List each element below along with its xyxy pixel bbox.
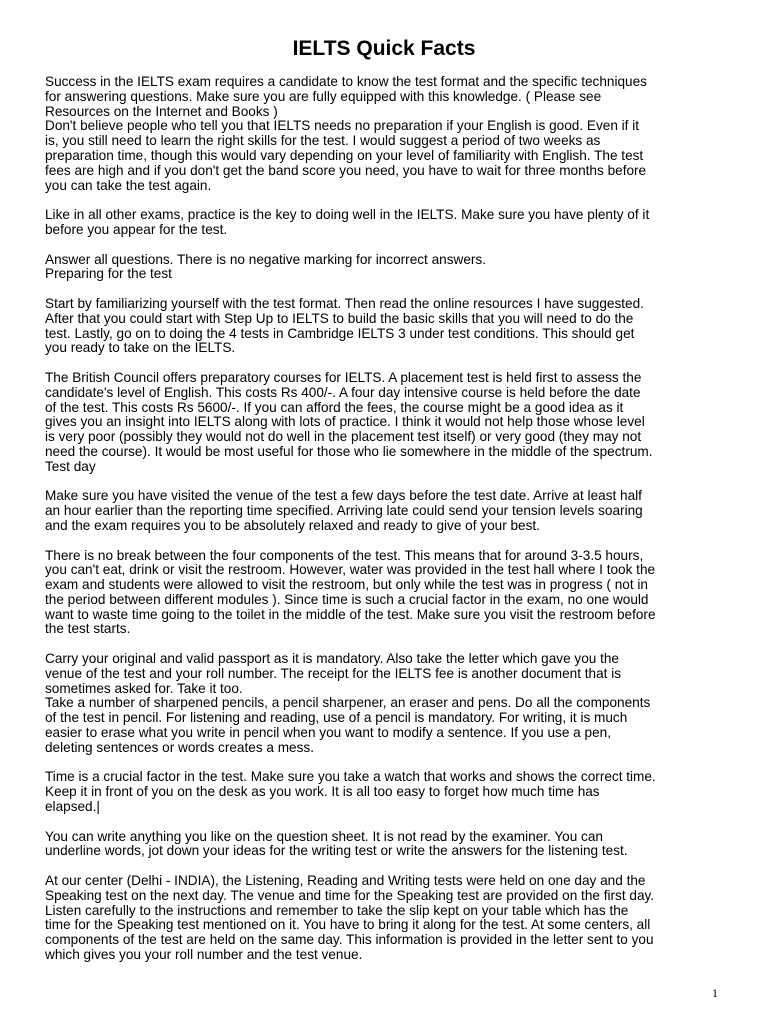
text-line: the test starts. — [45, 621, 131, 637]
text-line: Start by familiarizing yourself with the test format. Then read the online resources I have suggested. — [45, 295, 644, 311]
text-line: which gives you your roll number and the test venue. — [45, 947, 363, 963]
text-line: Carry your original and valid passport as it is mandatory. Also take the letter which gave you the — [45, 651, 619, 667]
paragraph — [45, 371, 725, 475]
text-line: for answering questions. Make sure you are fully equipped with this knowledge. ( Please see — [45, 88, 602, 104]
text-line: Success in the IELTS exam requires a candidate to know the test format and the specific techniques — [45, 74, 647, 89]
text-line: Time is a crucial factor in the test. Make sure you take a watch that works and shows the correct time. — [45, 769, 656, 785]
text-line: deleting sentences or words creates a mess. — [45, 739, 314, 755]
text-line: you ready to take on the IELTS. — [45, 340, 236, 356]
text-line: components of the test are held on the same day. This information is provided in the letter sent to you — [45, 932, 654, 948]
text-line: Preparing for the test — [45, 266, 172, 282]
paragraph — [45, 489, 725, 533]
text-line: candidate's level of English. This costs Rs 400/-. A four day intensive course is held before the date — [45, 384, 641, 400]
text-line: Like in all other exams, practice is the key to doing well in the IELTS. Make sure you have plenty of it — [45, 207, 650, 223]
text-line: test. Lastly, go on to doing the 4 tests in Cambridge IELTS 3 under test conditions. This should get — [45, 325, 635, 341]
paragraph — [45, 253, 725, 283]
text-line: need the course). It would be most useful for those who lie somewhere in the middle of the spectrum. — [45, 443, 653, 459]
text-line: and the exam requires you to be absolutely relaxed and ready to give of your best. — [45, 517, 540, 533]
paragraph — [45, 874, 725, 963]
text-line: The British Council offers preparatory courses for IELTS. A placement test is held first to assess the — [45, 369, 642, 385]
text-line: There is no break between the four components of the test. This means that for around 3-3.5 hours, — [45, 547, 644, 563]
text-line: Resources on the Internet and Books ) — [45, 103, 278, 119]
paragraph — [45, 652, 725, 756]
text-line: easier to erase what you write in pencil when you want to modify a sentence. If you use a pen, — [45, 725, 611, 741]
text-line: preparation time, though this would vary depending on your level of familiarity with English. The test — [45, 147, 644, 163]
text-line: Answer all questions. There is no negative marking for incorrect answers. — [45, 251, 486, 267]
text-line: Keep it in front of you on the desk as you work. It is all too easy to forget how much time has — [45, 784, 600, 800]
text-line: gives you an insight into IELTS along with lots of practice. I think it would not help those whose level — [45, 414, 645, 430]
paragraph — [45, 549, 725, 638]
text-line: is, you still need to learn the right skills for the test. I would suggest a period of two weeks as — [45, 133, 601, 149]
text-line: of the test in pencil. For listening and reading, use of a pencil is mandatory. For writing, it is much — [45, 710, 628, 726]
text-line: Listen carefully to the instructions and remember to take the slip kept on your table which has the — [45, 902, 629, 918]
text-line: Make sure you have visited the venue of the test a few days before the test date. Arrive at least half — [45, 488, 642, 504]
text-line: At our center (Delhi - INDIA), the Listening, Reading and Writing tests were held on one day and the — [45, 873, 646, 889]
text-line: Take a number of sharpened pencils, a pencil sharpener, an eraser and pens. Do all the components — [45, 695, 651, 711]
text-line: Don't believe people who tell you that IELTS needs no preparation if your English is good. Even if it — [45, 118, 640, 134]
text-line: You can write anything you like on the question sheet. It is not read by the examiner. You can — [45, 828, 603, 844]
text-line: is very poor (possibly they would not do well in the placement test itself) or very good (they may not — [45, 429, 642, 445]
text-line: the period between different modules ). Since time is such a crucial factor in the exam, no one would — [45, 591, 649, 607]
text-line: you can't eat, drink or visit the restroom. However, water was provided in the test hall where I took the — [45, 562, 656, 578]
paragraph — [45, 830, 725, 860]
text-line: elapsed.| — [45, 799, 100, 815]
text-line: underline words, jot down your ideas for the writing test or write the answers for the listening test. — [45, 843, 628, 859]
paragraph — [45, 297, 725, 356]
document-body — [45, 75, 725, 963]
text-line: an hour earlier than the reporting time specified. Arriving late could send your tension levels soaring — [45, 503, 643, 519]
text-line: exam and students were allowed to visit the restroom, but only while the test was in progress ( not in — [45, 577, 648, 593]
text-line: of the test. This costs Rs 5600/-. If you can afford the fees, the course might be a good idea as it — [45, 399, 624, 415]
text-line: you can take the test again. — [45, 177, 212, 193]
text-line: sometimes asked for. Take it too. — [45, 680, 243, 696]
text-line: want to waste time going to the toilet in the middle of the test. Make sure you visit the restroom before — [45, 606, 656, 622]
text-line: time for the Speaking test mentioned on it. You have to bring it along for the test. At some centers, all — [45, 917, 651, 933]
paragraph — [45, 208, 725, 238]
text-line: Speaking test on the next day. The venue and time for the Speaking test are provided on the first day. — [45, 887, 655, 903]
page-title: IELTS Quick Facts — [292, 37, 476, 60]
text-line: before you appear for the test. — [45, 221, 228, 237]
text-line: fees are high and if you don't get the band score you need, you have to wait for three months before — [45, 162, 647, 178]
text-line: venue of the test and your roll number. The receipt for the IELTS fee is another document that is — [45, 665, 622, 681]
paragraph — [45, 770, 725, 814]
page-number: 1 — [712, 986, 718, 1000]
text-line: After that you could start with Step Up to IELTS to build the basic skills that you will need to do the — [45, 310, 634, 326]
paragraph — [45, 75, 725, 193]
text-line: Test day — [45, 458, 96, 474]
